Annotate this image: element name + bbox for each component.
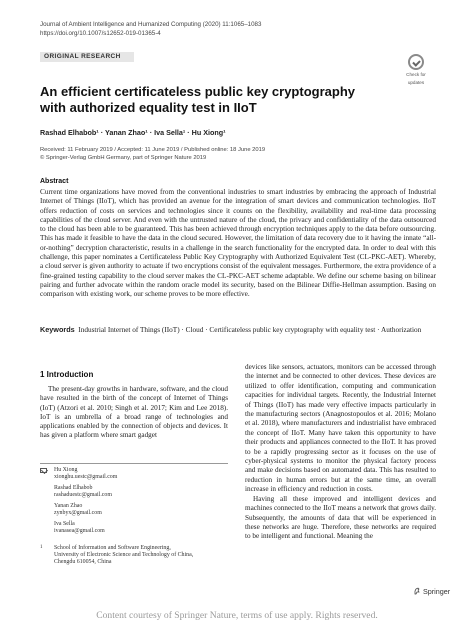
abstract-heading: Abstract <box>40 178 69 185</box>
affiliation-mark: 1 <box>40 545 43 550</box>
author-email[interactable]: rashaduestc@gmail.com <box>54 492 112 498</box>
author-name: Rashad Elhabob <box>54 485 93 491</box>
introduction-left-column: The present-day growths in hardware, software, and the cloud have resulted in the birth of the concept of Internet of Things (IoT) (Atzori et al. 2010; Singh et al. 2017; Kim and Lee 2018). IoT is an umbrella of a broad range of technologies and applications enabled by the connection of objects and devices. It has given a platform where smart gadget <box>40 385 228 440</box>
email-icon <box>40 468 47 473</box>
check-updates-label-2: updates <box>407 79 425 85</box>
section-heading-introduction: 1 Introduction <box>40 370 94 379</box>
publication-history: Received: 11 February 2019 / Accepted: 11 June 2019 / Published online: 18 June 2019 <box>40 147 266 153</box>
springer-horse-icon <box>414 587 420 595</box>
doi-link[interactable]: https://doi.org/10.1007/s12652-019-01365-4 <box>40 30 161 37</box>
author-email[interactable]: zynbyx@gmail.com <box>54 510 102 516</box>
corresponding-author-name: Hu Xiong <box>54 467 78 473</box>
affiliation-line-3: Chengdu 610054, China <box>54 559 112 565</box>
journal-citation: Journal of Ambient Intelligence and Humanized Computing (2020) 11:1065–1083 <box>40 21 262 28</box>
abstract-text: Current time organizations have moved from the conventional industries to smart industries by embracing the approach of Industrial Internet of Things (IIoT), which has provided an avenue for the integration of smart devices and communication technologies. IIoT offers reduction of costs on services and technologies since it counts on the flexibility, availability and real-time data processing capabilities of the cloud server. And even with the untrusted nature of the cloud, the privacy and confidentiality of the data outsourced to the cloud has been able to be guaranteed. This has been achieved through encryption techniques apply to the data before outsourcing. This has made it feasible to have the data in the cloud secured. However, the limitation of data recovery due to it having the innate “all-or-nothing” decryption characteristic, results in a challenge in the search functionality for the encrypted data. In order to deal with this challenge, this paper nominates a Certificateless Public Key Cryptography with Authorized Equivalent Test (CL-PKC-AET). Whereby, a cloud server is given authority to actuate if two encryptions consist of the equivalent messages. Furthermore, the extra providence of a fine-grained testing capability to the cloud server makes the CL-PKC-AET scheme adaptable. We define our scheme basing on bilinear pairing and further advocate within the random oracle model its security, based on the Bilinear Diffie-Hellman assumption. Basing on comparison with existing work, our scheme proves to be more effective. <box>40 188 436 299</box>
introduction-paragraph-1: devices like sensors, actuators, monitors can be accessed through the internet and be connected to other devices. These devices are utilized to offer identification, computing and communication capacities for individual targets. Recently, the Industrial Internet of Things (IIoT) has made very effective impacts particularly in the manufacturing sectors (Anagnostopoulos et al. 2016; Molano et al. 2018), where manufacturers and industrialist have embraced the concept of IIoT. Many have taken this opportunity to have their products and appliances connected to the IIoT. It has proved to be a rapidly progressing sector as it focuses on the use of cyber-physical systems to monitor the physical factory process and make decisions based on automated data. This has resulted to reduction in human errors but at the same time, an overall increase in efficiency and reduction in costs. <box>245 363 436 494</box>
keywords-label: Keywords <box>40 325 75 334</box>
publisher-logo <box>414 587 450 596</box>
copyright-notice: © Springer-Verlag GmbH Germany, part of Springer Nature 2019 <box>40 155 207 161</box>
check-updates-icon <box>408 54 424 70</box>
introduction-paragraph-2: Having all these improved and intelligent devices and machines connected to the IIoT means a network that grows daily. Subsequently, the amounts of data that will be experienced in these networks are huge. Therefore, these networks are required to be intelligent and functional. Meaning the <box>245 494 436 541</box>
author-name: Yanan Zhao <box>54 503 83 509</box>
article-title: An efficient certificateless public key cryptography with authorized equality test in IIoT <box>40 84 355 115</box>
author-name: Iva Sella <box>54 521 75 527</box>
corresponding-author-email[interactable]: xionghu.uestc@gmail.com <box>54 474 118 480</box>
article-type-badge: ORIGINAL RESEARCH <box>40 52 134 62</box>
author-email[interactable]: ivanasea@gmail.com <box>54 528 105 534</box>
author-list: Rashad Elhabob¹ · Yanan Zhao¹ · Iva Sella¹ · Hu Xiong¹ <box>40 128 226 137</box>
check-updates-label-1: Check for <box>406 72 426 77</box>
footer-rights-notice: Content courtesy of Springer Nature, terms of use apply. Rights reserved. <box>96 610 378 621</box>
publication-dates <box>40 146 265 162</box>
check-for-updates-button[interactable] <box>396 54 436 85</box>
introduction-right-column <box>245 363 436 542</box>
keywords <box>40 325 436 335</box>
affiliation-line-2: University of Electronic Science and Technology of China, <box>54 552 194 558</box>
keywords-text: Industrial Internet of Things (IIoT) · Cloud · Certificateless public key cryptography with equality test · Authorization <box>78 326 422 334</box>
footnote-divider <box>40 463 228 464</box>
affiliation-line-1: School of Information and Software Engineering, <box>54 545 171 551</box>
publisher-name: Springer <box>423 587 451 596</box>
